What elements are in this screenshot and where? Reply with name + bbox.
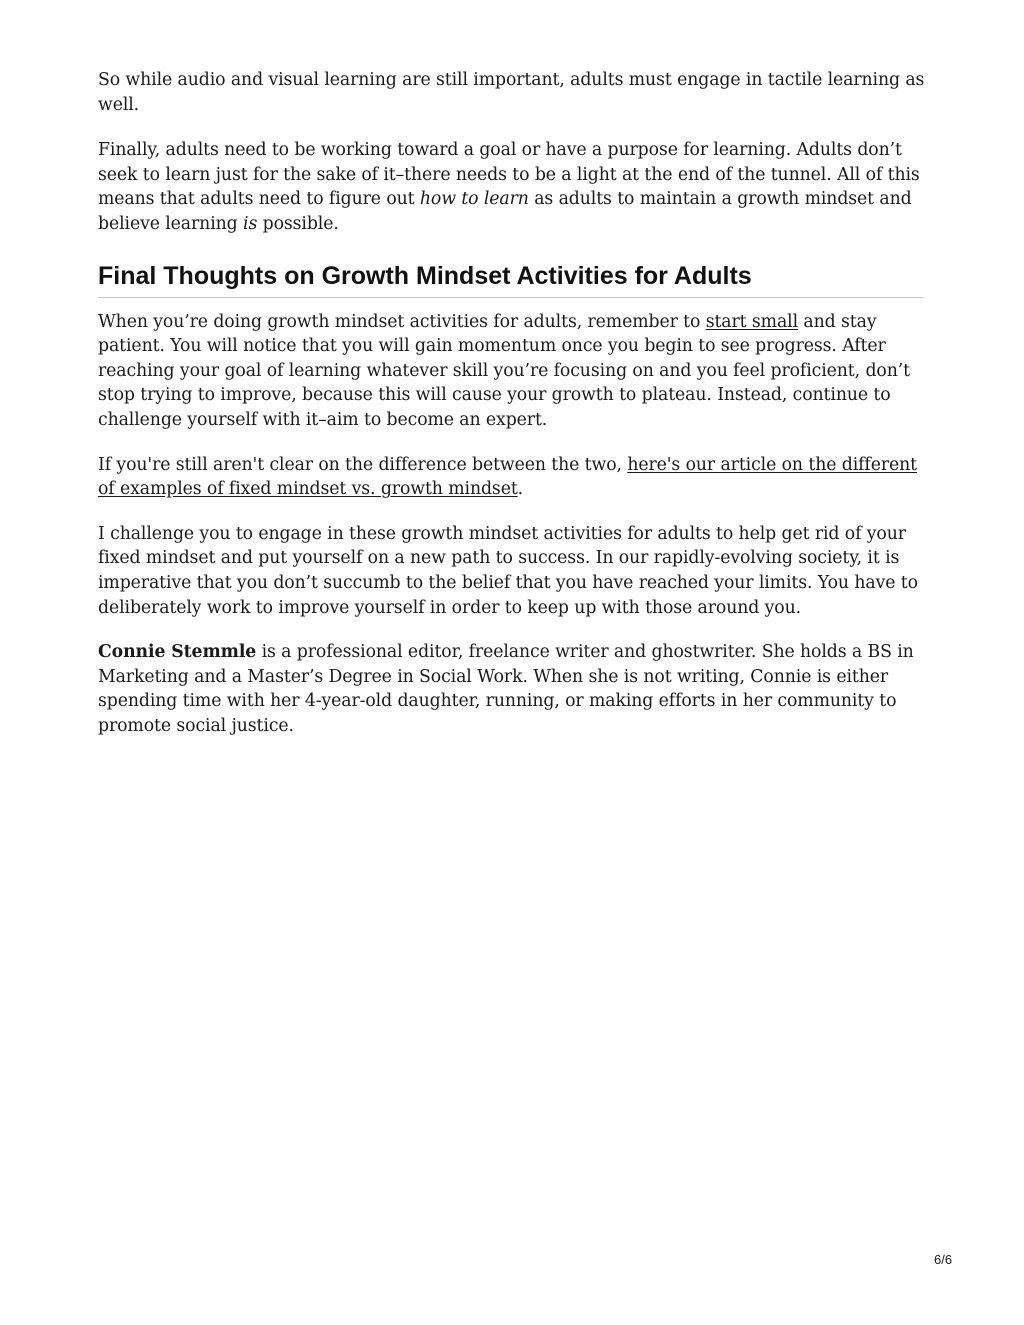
emphasis-how-to-learn: how to learn: [419, 189, 529, 210]
paragraph-tactile-learning: [98, 68, 928, 117]
fixed-vs-growth-article-link[interactable]: here's our article on the different of examples of fixed mindset vs. growth mindset: [98, 454, 918, 500]
paragraph-text: If you're still aren't clear on the difference between the two,: [98, 454, 628, 475]
paragraph-start-small: [98, 310, 928, 433]
paragraph-text: possible.: [257, 213, 339, 234]
paragraph-text: .: [517, 479, 524, 500]
emphasis-is: is: [243, 213, 258, 234]
article-body: [98, 68, 928, 758]
paragraph-text: So while audio and visual learning are still important, adults must engage in tactile learning as well.: [98, 70, 925, 115]
paragraph-text: I challenge you to engage in these growth mindset activities for adults to help get rid of your fixed mindset and put yourself on a new path to success. In our rapidly-evolving society, it is imperative that you don’t succumb to the belief that you have reached your limits. You have to deliberately work to improve yourself in order to keep up with those around you.: [98, 523, 918, 618]
section-heading-final-thoughts: Final Thoughts on Growth Mindset Activities for Adults: [98, 261, 924, 298]
author-bio-text: is a professional editor, freelance writer and ghostwriter. She holds a BS in Marketing and a Master’s Degree in Social Work. When she is not writing, Connie is either spending time with her 4-year-old daughter, running, or making efforts in her community to promote social justice.: [98, 642, 914, 736]
start-small-link[interactable]: start small: [705, 311, 799, 332]
paragraph-text: When you’re doing growth mindset activities for adults, remember to: [98, 311, 706, 332]
paragraph-text: and stay patient. You will notice that you will gain momentum once you begin to see progress. After reaching your goal of learning whatever skill you’re focusing on and you feel proficient, don’t stop trying to improve, because this will cause your growth to plateau. Instead, continue to challenge yourself with it–aim to become an expert.: [98, 311, 910, 430]
paragraph-goal-purpose: [98, 138, 928, 236]
paragraph-difference: [98, 453, 928, 502]
author-bio: [98, 640, 928, 738]
paragraph-text: as adults to maintain a growth mindset and believe learning: [98, 189, 912, 234]
page-number: 6/6: [934, 1252, 953, 1267]
paragraph-text: Finally, adults need to be working toward a goal or have a purpose for learning. Adults don’t seek to learn just for the sake of it–there needs to be a light at the end of the tunnel. All of this means that adults need to figure out: [98, 140, 920, 210]
paragraph-challenge: [98, 522, 928, 620]
author-name: Connie Stemmle: [98, 642, 257, 663]
